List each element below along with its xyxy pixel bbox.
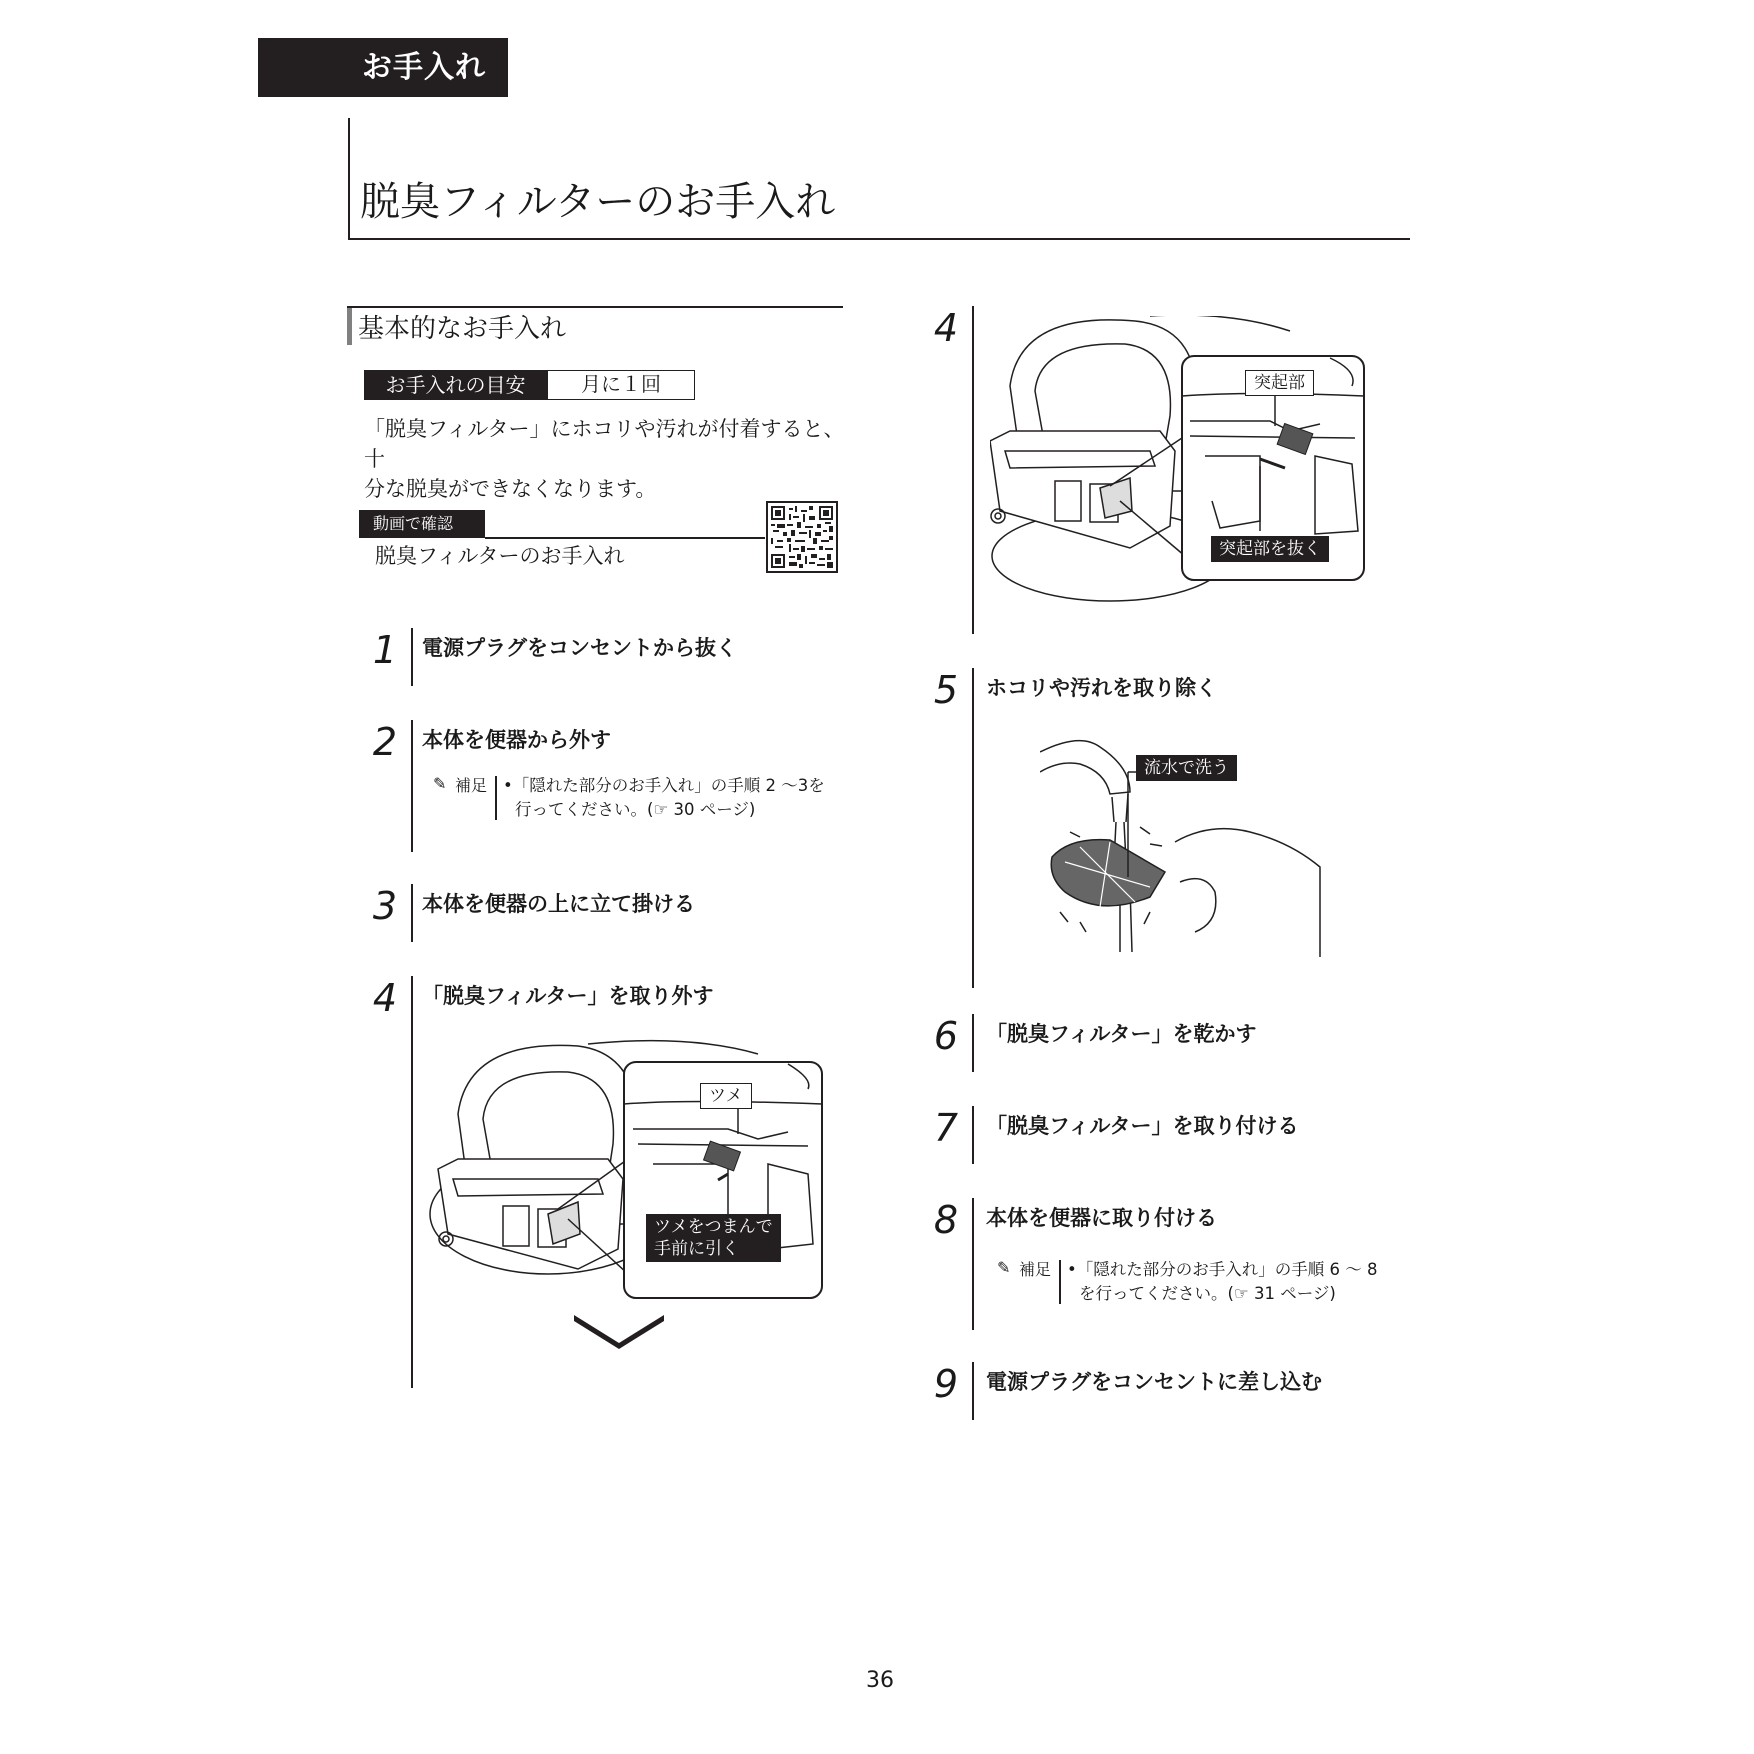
note-rule bbox=[495, 776, 497, 820]
step-2-number: 2 bbox=[372, 720, 398, 764]
page-title: 脱臭フィルターのお手入れ bbox=[360, 179, 836, 225]
callout-pull-claw bbox=[646, 1214, 781, 1262]
step-3-text: 本体を便器の上に立て掛ける bbox=[422, 892, 695, 916]
step-4b-number: 4 bbox=[933, 306, 959, 350]
step-7-rule bbox=[972, 1106, 974, 1164]
protrusion-removal-illustration bbox=[990, 316, 1380, 606]
note-label: 補足 bbox=[1019, 1260, 1052, 1279]
pencil-icon: ✎ bbox=[997, 1258, 1011, 1277]
step-7-number: 7 bbox=[933, 1106, 959, 1150]
step-4-rule bbox=[411, 976, 413, 1388]
step-8-number: 8 bbox=[933, 1198, 959, 1242]
note-line-1: •「隠れた部分のお手入れ」の手順 6 ～ 8 bbox=[1067, 1260, 1378, 1279]
step-9-rule bbox=[972, 1362, 974, 1420]
callout-pull-line-1: ツメをつまんで bbox=[654, 1217, 773, 1237]
callout-pull-line-2: 手前に引く bbox=[654, 1239, 739, 1259]
callout-wash: 流水で洗う bbox=[1136, 755, 1237, 781]
step-8-rule bbox=[972, 1198, 974, 1330]
step-4-text: 「脱臭フィルター」を取り外す bbox=[422, 984, 714, 1008]
step-7-text: 「脱臭フィルター」を取り付ける bbox=[986, 1114, 1299, 1138]
video-rule bbox=[485, 537, 765, 539]
step-9-number: 9 bbox=[933, 1362, 959, 1406]
note-line-1: •「隠れた部分のお手入れ」の手順 2 ～3を bbox=[503, 776, 825, 795]
callout-pull-protrusion: 突起部を抜く bbox=[1211, 536, 1329, 562]
step-5-rule bbox=[972, 668, 974, 988]
step-6-number: 6 bbox=[933, 1014, 959, 1058]
callout-protrusion: 突起部 bbox=[1245, 370, 1314, 396]
step-5-text: ホコリや汚れを取り除く bbox=[986, 676, 1217, 700]
qr-code-icon[interactable] bbox=[766, 501, 838, 573]
step-9-text: 電源プラグをコンセントに差し込む bbox=[986, 1370, 1322, 1394]
intro-text bbox=[364, 414, 850, 504]
note-line-2: を行ってください。(☞ 31 ページ) bbox=[1079, 1284, 1336, 1303]
step-2-text: 本体を便器から外す bbox=[422, 728, 611, 752]
step-4-number: 4 bbox=[372, 976, 398, 1020]
intro-line-1: 「脱臭フィルター」にホコリや汚れが付着すると、十 bbox=[364, 417, 845, 471]
subsection-rule bbox=[347, 306, 843, 308]
frequency-label: お手入れの目安 bbox=[364, 370, 547, 400]
step-3-rule bbox=[411, 884, 413, 942]
step-6-rule bbox=[972, 1014, 974, 1072]
step-5-number: 5 bbox=[933, 668, 959, 712]
video-label: 動画で確認 bbox=[359, 510, 485, 538]
note-line-2: 行ってください。(☞ 30 ページ) bbox=[515, 800, 756, 819]
callout-claw: ツメ bbox=[700, 1083, 752, 1109]
step-2-rule bbox=[411, 720, 413, 852]
step-1-rule bbox=[411, 628, 413, 686]
step-1-text: 電源プラグをコンセントから抜く bbox=[422, 636, 737, 660]
video-title[interactable]: 脱臭フィルターのお手入れ bbox=[375, 544, 625, 568]
step-4b-rule bbox=[972, 306, 974, 634]
chevron-down-icon bbox=[574, 1313, 664, 1349]
section-tab: お手入れ bbox=[258, 38, 508, 97]
intro-line-2: 分な脱臭ができなくなります。 bbox=[364, 477, 657, 501]
step-6-text: 「脱臭フィルター」を乾かす bbox=[986, 1022, 1257, 1046]
subsection-title: 基本的なお手入れ bbox=[358, 314, 567, 344]
title-rule-vertical bbox=[348, 118, 350, 240]
title-rule-horizontal bbox=[348, 238, 1410, 240]
pencil-icon: ✎ bbox=[433, 774, 447, 793]
qr-code-graphic bbox=[771, 506, 833, 568]
page-number: 36 bbox=[866, 1668, 894, 1693]
step-1-number: 1 bbox=[372, 628, 398, 672]
step-8-text: 本体を便器に取り付ける bbox=[986, 1206, 1217, 1230]
step-3-number: 3 bbox=[372, 884, 398, 928]
note-label: 補足 bbox=[455, 776, 488, 795]
note-rule bbox=[1059, 1260, 1061, 1304]
frequency-value: 月に１回 bbox=[547, 370, 695, 400]
subsection-marker bbox=[347, 308, 352, 345]
